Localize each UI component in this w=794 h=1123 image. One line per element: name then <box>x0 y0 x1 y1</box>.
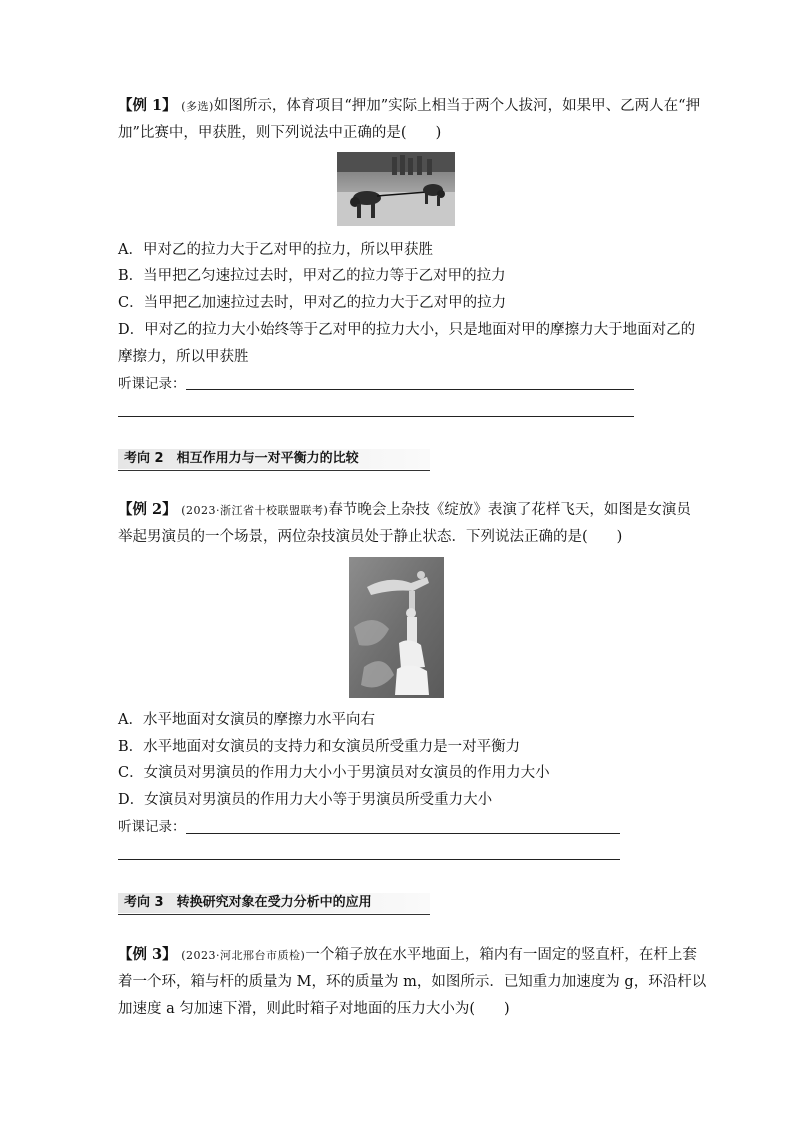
example-2-source: (2023·浙江省十校联盟联考) <box>181 504 329 517</box>
example-1-option-c: C．当甲把乙加速拉过去时，甲对乙的拉力大于乙对甲的拉力 <box>118 295 507 311</box>
section-3-title: 考向 3 转换研究对象在受力分析中的应用 <box>124 895 372 910</box>
example-1-option-d: D．甲对乙的拉力大小始终等于乙对甲的拉力大小，只是地面对甲的摩擦力大于地面对乙的 <box>118 322 696 338</box>
example-3-source: (2023·河北邢台市质检) <box>181 949 306 962</box>
example-2-option-a: A．水平地面对女演员的摩擦力水平向右 <box>118 712 375 728</box>
example-2-notes-line-1[interactable] <box>186 833 620 834</box>
example-1-option-b: B．当甲把乙匀速拉过去时，甲对乙的拉力等于乙对甲的拉力 <box>118 268 506 284</box>
tug-of-war-photo <box>337 152 455 226</box>
example-2-option-d: D．女演员对男演员的作用力大小等于男演员所受重力大小 <box>118 792 493 808</box>
example-3-line-2: 着一个环，箱与杆的质量为 M，环的质量为 m，如图所示．已知重力加速度为 g，环沿杆以 <box>118 974 707 990</box>
example-2-line-2: 举起男演员的一个场景，两位杂技演员处于静止状态．下列说法正确的是( ) <box>118 529 623 545</box>
example-2-notes-line-2[interactable] <box>118 859 620 860</box>
example-1-line-2: 加”比赛中，甲获胜，则下列说法中正确的是( ) <box>118 125 442 141</box>
example-3-text-1: 一个箱子放在水平地面上，箱内有一固定的竖直杆，在杆上套 <box>305 947 697 963</box>
example-1-notes-line-2[interactable] <box>118 416 634 417</box>
section-3-header <box>118 891 430 915</box>
example-2-option-b: B．水平地面对女演员的支持力和女演员所受重力是一对平衡力 <box>118 739 521 755</box>
example-1-notes-label: 听课记录： <box>118 376 186 392</box>
example-3-line-1 <box>118 945 697 966</box>
example-1-notes-line-1[interactable] <box>186 389 634 390</box>
section-2-header <box>118 447 430 471</box>
example-1-source: (多选) <box>181 100 214 113</box>
example-1-tag: 【例 1】 <box>118 97 177 114</box>
example-3-line-3: 加速度 a 匀加速下滑，则此时箱子对地面的压力大小为( ) <box>118 1001 510 1017</box>
example-1-option-a: A．甲对乙的拉力大于乙对甲的拉力，所以甲获胜 <box>118 242 433 258</box>
example-2-option-c: C．女演员对男演员的作用力大小小于男演员对女演员的作用力大小 <box>118 765 550 781</box>
example-3-tag: 【例 3】 <box>118 946 177 963</box>
example-1-text-1: 如图所示，体育项目“押加”实际上相当于两个人拔河，如果甲、乙两人在“押 <box>213 98 701 114</box>
example-2-tag: 【例 2】 <box>118 501 177 518</box>
example-2-line-1 <box>118 500 691 521</box>
example-2-notes-label: 听课记录： <box>118 819 186 835</box>
example-2-text-1: 春节晚会上杂技《绽放》表演了花样飞天，如图是女演员 <box>328 502 691 518</box>
section-2-title: 考向 2 相互作用力与一对平衡力的比较 <box>124 451 359 466</box>
acrobatics-photo <box>349 557 444 698</box>
example-1-option-d-cont: 摩擦力，所以甲获胜 <box>118 349 249 365</box>
example-1-line-1 <box>118 96 700 117</box>
